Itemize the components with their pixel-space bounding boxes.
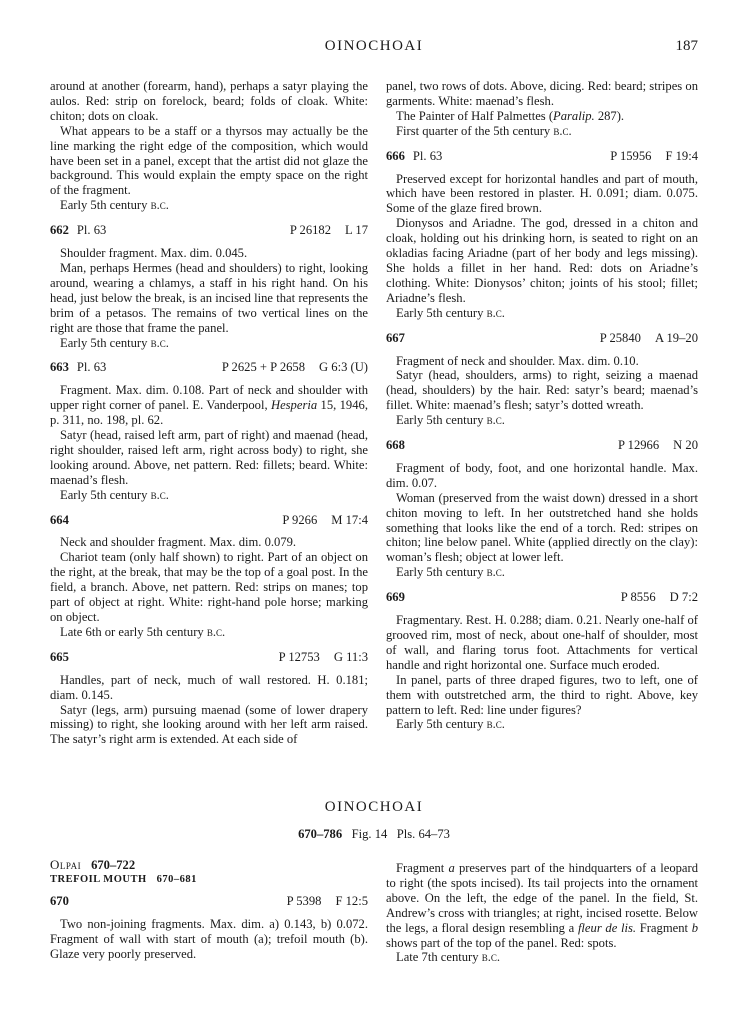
catalogue-entry-header: [386, 590, 698, 605]
left-column: [50, 79, 368, 747]
grid-reference: D 7:2: [669, 590, 698, 605]
grid-reference: G 6:3 (U): [319, 360, 368, 375]
catalogue-entry-header: [50, 513, 368, 528]
grid-reference: F 19:4: [665, 148, 698, 163]
grid-reference: F 12:5: [335, 893, 368, 908]
entry-description: Fragment of body, foot, and one horizontal handle. Max. dim. 0.07.: [386, 460, 698, 490]
catalogue-entry-header: [50, 894, 368, 909]
entry-description: Shoulder fragment. Max. dim. 0.045.: [60, 246, 248, 261]
entry-description: Neck and shoulder fragment. Max. dim. 0.079.: [60, 535, 297, 550]
left-column-bottom: [50, 858, 368, 961]
inventory-number: P 25840: [599, 330, 641, 345]
figure-reference: Fig. 14: [351, 827, 388, 841]
catalogue-entry-header: [386, 149, 698, 164]
entry-number: 663: [50, 360, 69, 375]
entry-description: Two non-joining fragments. Max. dim. a) 0.143, b) 0.072. Fragment of wall with start of mouth (a); trefoil mouth (b). Glaze very poorly preserved.: [50, 916, 368, 961]
plate-reference: Pl. 63: [76, 360, 107, 375]
catalogue-entry-header: [50, 223, 368, 238]
entry-description: Preserved except for horizontal handles and part of mouth, which have been restored in plaster. H. 0.091; diam. 0.075. Some of the glaze fired brown.: [386, 171, 698, 216]
plate-reference: Pl. 63: [76, 223, 107, 238]
subsection-heading: Olpai 670–722: [50, 857, 136, 872]
plates-reference: Pls. 64–73: [396, 827, 450, 841]
date-line: Early 5th century b.c.: [60, 198, 169, 213]
section-range: 670–786: [298, 827, 343, 841]
entry-number: 670: [50, 893, 69, 908]
entry-number: 665: [50, 649, 69, 664]
entry-description: Woman (preserved from the waist down) dressed in a short chiton moving to left. In her outstretched hand she holds something that looks like the end of a torch. Red: stripes on chiton; line below panel. White (applied directly on the clay): woman’s flesh; object at lower left.: [386, 490, 698, 565]
grid-reference: N 20: [673, 438, 698, 453]
entry-description: Fragment. Max. dim. 0.108. Part of neck and shoulder with upper right corner of panel. E. Vanderpool, Hesperia 15, 1946, p. 311, no. 198, pl. 62.: [50, 383, 368, 428]
date-line: Early 5th century b.c.: [396, 413, 505, 428]
date-line: Late 7th century b.c.: [396, 950, 500, 965]
entry-number: 668: [386, 438, 405, 453]
grid-reference: A 19–20: [654, 330, 698, 345]
catalogue-entry-header: [386, 331, 698, 346]
grid-reference: G 11:3: [333, 649, 368, 664]
continuation-paragraph: around at another (forearm, hand), perhaps a satyr playing the aulos. Red: strip on forelock, beard; folds of cloak. White: chiton; dots on cloak.: [50, 79, 368, 123]
subsection-subheading: TREFOIL MOUTH 670–681: [50, 873, 197, 885]
entry-description: Satyr (legs, arm) pursuing maenad (some of lower drapery missing) to right, she looking around with her left arm raised. The satyr’s right arm is extended. At each side of: [50, 702, 368, 747]
inventory-number: P 15956: [610, 148, 652, 163]
inventory-number: P 2625 + P 2658: [221, 360, 306, 375]
entry-number: 667: [386, 330, 405, 345]
inventory-number: P 8556: [620, 590, 656, 605]
entry-description: Chariot team (only half shown) to right. Part of an object on the right, at the break, that may be the top of a goal post. In the field, a branch. Above, net pattern. Red: strips on manes; top part of object at right. White: right-hand pole horse; marking on object.: [50, 550, 368, 624]
entry-description: Man, perhaps Hermes (head and shoulders) to right, looking around, wearing a chlamys, a staff in his right hand. On his head, just below the break, is an incised line that represents the brim of a petasos. The remains of two vertical lines on the right are those that frame the panel.: [50, 260, 368, 335]
section-title: OINOCHOAI: [324, 799, 424, 815]
entry-number: 662: [50, 223, 69, 238]
right-column-bottom: [386, 861, 698, 965]
date-line: Early 5th century b.c.: [396, 305, 505, 320]
section-subtitle: [50, 827, 698, 842]
entry-number: 666: [386, 148, 405, 163]
plate-reference: Pl. 63: [412, 148, 443, 163]
entry-description: In panel, parts of three draped figures, two to left, one of them with outstretched arm, the third to right. Above, key pattern to left. Red: line under figures?: [386, 672, 698, 717]
date-line: Early 5th century b.c.: [396, 717, 505, 732]
catalogue-entry-header: [386, 438, 698, 453]
grid-reference: M 17:4: [331, 512, 368, 527]
continuation-paragraph: panel, two rows of dots. Above, dicing. Red: beard; stripes on garments. White: maenad’s flesh.: [386, 79, 698, 108]
inventory-number: P 26182: [289, 223, 332, 238]
entry-description: Handles, part of neck, much of wall restored. H. 0.181; diam. 0.145.: [50, 672, 368, 702]
grid-reference: L 17: [345, 223, 368, 238]
entry-description: Fragment of neck and shoulder. Max. dim. 0.10.: [396, 353, 639, 368]
entry-number: 664: [50, 512, 69, 527]
continuation-paragraph: What appears to be a staff or a thyrsos may actually be the line marking the right edge of the composition, which would have been set in a panel, except that the artist did not glaze the background. This would explain the empty space on the right of the fragment.: [50, 123, 368, 198]
inventory-number: P 5398: [286, 893, 322, 908]
running-title: OINOCHOAI: [324, 38, 424, 54]
inventory-number: P 12966: [617, 438, 660, 453]
inventory-number: P 9266: [282, 512, 318, 527]
right-column: [386, 79, 698, 742]
page-number: 187: [675, 38, 698, 54]
date-line: Early 5th century b.c.: [396, 565, 505, 580]
date-line: Early 5th century b.c.: [60, 487, 169, 502]
entry-description: Dionysos and Ariadne. The god, dressed in a chiton and cloak, holding out his drinking horn, is seated to right on an okladias facing Ariadne (part of her body and legs missing). She holds a fillet in her hand. Red: dots on Ariadne’s clothing. White: Dionysos’ chiton; joints of his stool; fillet; Ariadne’s flesh.: [386, 216, 698, 305]
entry-description: Satyr (head, raised left arm, part of right) and maenad (head, right shoulder, raised left arm, right across body) to right, she looking around. Above, net pattern. Red: fillets; beard. White: maenad’s flesh.: [50, 428, 368, 487]
entry-description: Fragment a preserves part of the hindquarters of a leopard to right (the spots incised). Its tail projects into the ornament above. On the left, the edge of the panel. In the field, St. Andrew’s cross with triangles; at right, incised rosette. Below the legs, a floral design resembling a fleur de lis. Fragment b shows part of the top of the panel. Red: spots.: [386, 861, 699, 950]
date-line: Late 6th or early 5th century b.c.: [60, 624, 226, 639]
entry-description: Fragmentary. Rest. H. 0.288; diam. 0.21. Nearly one-half of grooved rim, most of neck, about one-half of shoulder, most of wall, and flaring torus foot. Attachments for vertical handle and right horizontal one. Surface much eroded.: [386, 613, 698, 672]
date-line: Early 5th century b.c.: [60, 335, 169, 350]
entry-description: Satyr (head, shoulders, arms) to right, seizing a maenad (head, shoulders) by the hair. Red: satyr’s beard; maenad’s fillet. White: maenad’s flesh; satyr’s dotted wreath.: [386, 368, 698, 413]
date-line: First quarter of the 5th century b.c.: [396, 123, 572, 138]
catalogue-entry-header: [50, 360, 368, 375]
catalogue-entry-header: [50, 650, 368, 665]
inventory-number: P 12753: [278, 649, 320, 664]
running-head: [50, 38, 698, 58]
entry-number: 669: [386, 590, 405, 605]
attribution: The Painter of Half Palmettes (Paralip. 287).: [396, 108, 625, 123]
